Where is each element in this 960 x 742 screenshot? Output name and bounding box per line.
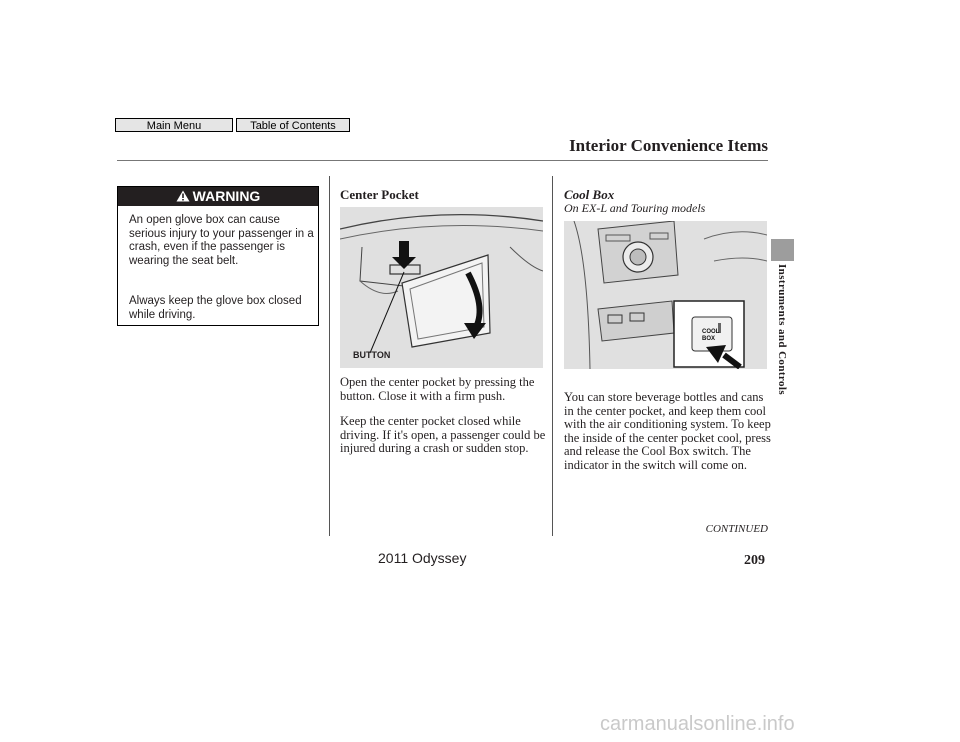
warning-heading bbox=[118, 187, 318, 206]
center-pocket-illustration bbox=[340, 207, 543, 368]
center-pocket-paragraph: Keep the center pocket closed while driving. If it's open, a passenger could be injured during a crash or sudden stop. bbox=[340, 414, 546, 455]
cool-box-paragraph: You can store beverage bottles and cans in the center pocket, and keep them cool with the air conditioning system. To keep the inside of the center pocket cool, press and release the Cool Box switch. The indicator in the switch will come on. bbox=[564, 390, 771, 472]
model-name: 2011 Odyssey bbox=[378, 550, 467, 566]
center-pocket-heading: Center Pocket bbox=[340, 187, 419, 202]
column-divider bbox=[552, 176, 553, 536]
continued-note: CONTINUED bbox=[705, 523, 768, 535]
column-divider bbox=[329, 176, 330, 536]
header-rule bbox=[117, 160, 768, 161]
cool-box-heading: Cool Box bbox=[564, 187, 615, 202]
warning-triangle-icon bbox=[176, 190, 190, 202]
table-of-contents-button[interactable]: Table of Contents bbox=[236, 118, 350, 132]
button-callout-label: BUTTON bbox=[353, 350, 391, 360]
main-menu-button[interactable]: Main Menu bbox=[115, 118, 233, 132]
page-number: 209 bbox=[744, 553, 765, 568]
watermark: carmanualsonline.info bbox=[600, 713, 795, 735]
cool-box-switch-label: COOL BOX bbox=[702, 329, 720, 342]
warning-paragraph: An open glove box can cause serious injury to your passenger in a crash, even if the passenger is wearing the seat belt. bbox=[129, 214, 314, 267]
center-pocket-paragraph: Open the center pocket by pressing the button. Close it with a firm push. bbox=[340, 375, 535, 403]
cool-box-figure bbox=[564, 221, 767, 369]
cool-box-subheading: On EX-L and Touring models bbox=[564, 201, 706, 215]
warning-paragraph: Always keep the glove box closed while driving. bbox=[129, 295, 302, 321]
warning-heading-text: WARNING bbox=[192, 188, 261, 204]
section-tab-label: Instruments and Controls bbox=[776, 264, 788, 396]
center-pocket-figure bbox=[340, 207, 543, 368]
section-tab-marker bbox=[771, 239, 794, 261]
cool-box-illustration bbox=[564, 221, 767, 369]
page-title: Interior Convenience Items bbox=[569, 136, 768, 155]
